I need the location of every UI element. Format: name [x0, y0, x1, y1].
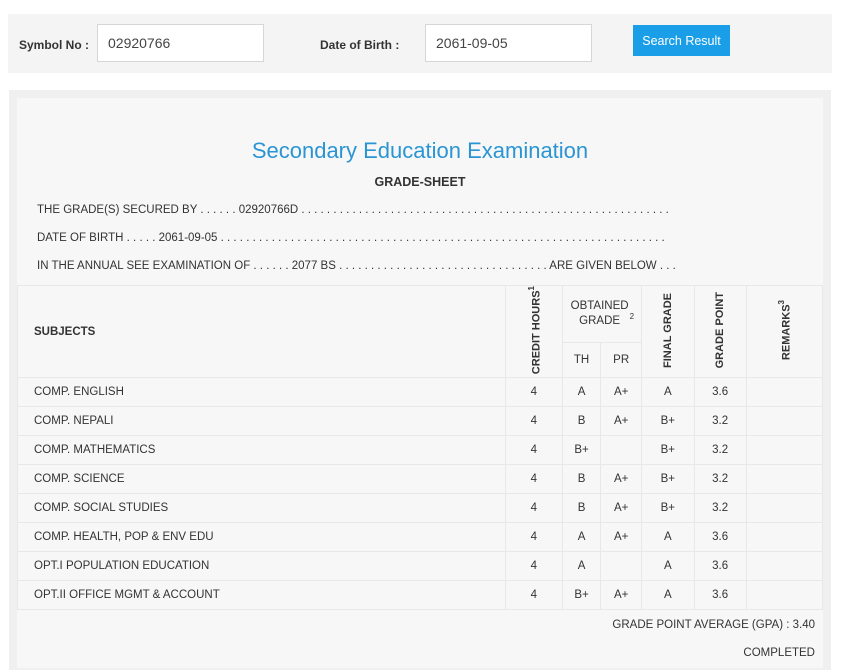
examination-line: IN THE ANNUAL SEE EXAMINATION OF . . . . . . 2077 BS . . . . . . . . . . . . . . . . . . . . . . . . . . . . . . . . . ARE GIVEN BELOW . . . — [37, 260, 676, 272]
final-grade-cell: A — [641, 523, 694, 552]
table-row — [18, 581, 823, 610]
credit-hours-sup: 1 — [526, 286, 536, 291]
credit-hours-text: CREDIT HOURS — [530, 290, 543, 375]
subject-cell: COMP. ENGLISH — [18, 378, 506, 407]
th-grade-cell: A — [562, 552, 601, 581]
obtained-grade-header — [562, 286, 641, 343]
exam-title: Secondary Education Examination — [251, 138, 589, 163]
table-row — [18, 378, 823, 407]
remarks-cell — [746, 465, 822, 494]
grade-point-cell: 3.2 — [694, 407, 746, 436]
grade-sheet-title: GRADE-SHEET — [374, 175, 466, 189]
remarks-cell — [746, 436, 822, 465]
pr-grade-cell: A+ — [601, 581, 642, 610]
subject-cell: COMP. SOCIAL STUDIES — [18, 494, 506, 523]
th-grade-cell: A — [562, 378, 601, 407]
search-result-button[interactable]: Search Result — [633, 25, 730, 56]
credit-hours-cell: 4 — [505, 407, 562, 436]
final-grade-label: FINAL GRADE — [661, 292, 674, 368]
pr-grade-cell: A+ — [601, 465, 642, 494]
th-grade-cell: B+ — [562, 436, 601, 465]
pr-grade-cell — [601, 436, 642, 465]
remarks-label — [776, 300, 793, 360]
final-grade-cell: B+ — [641, 465, 694, 494]
obtained-grade-sup: 2 — [629, 312, 635, 322]
final-grade-cell: B+ — [641, 407, 694, 436]
final-grade-cell: A — [641, 581, 694, 610]
table-row — [18, 552, 823, 581]
final-grade-cell: B+ — [641, 436, 694, 465]
date-of-birth-input[interactable] — [425, 24, 592, 62]
subject-cell: OPT.II OFFICE MGMT & ACCOUNT — [18, 581, 506, 610]
credit-hours-cell: 4 — [505, 523, 562, 552]
remarks-cell — [746, 407, 822, 436]
final-grade-header — [641, 286, 694, 378]
th-grade-cell: B — [562, 407, 601, 436]
credit-hours-cell: 4 — [505, 552, 562, 581]
credit-hours-label — [526, 286, 543, 374]
credit-hours-cell: 4 — [505, 465, 562, 494]
grades-table — [17, 285, 823, 610]
credit-hours-cell: 4 — [505, 494, 562, 523]
remarks-sup: 3 — [776, 300, 786, 305]
remarks-cell — [746, 552, 822, 581]
grade-point-cell: 3.6 — [694, 378, 746, 407]
subject-cell: COMP. NEPALI — [18, 407, 506, 436]
grade-point-cell: 3.2 — [694, 465, 746, 494]
th-grade-cell: B — [562, 494, 601, 523]
table-row — [18, 465, 823, 494]
table-row — [18, 407, 823, 436]
table-row — [18, 436, 823, 465]
grade-point-cell: 3.6 — [694, 552, 746, 581]
credit-hours-cell: 4 — [505, 378, 562, 407]
result-panel — [9, 90, 831, 670]
search-bar — [8, 14, 832, 73]
pr-grade-cell — [601, 552, 642, 581]
th-grade-cell: B+ — [562, 581, 601, 610]
symbol-no-label: Symbol No : — [19, 38, 90, 52]
pr-grade-cell: A+ — [601, 523, 642, 552]
subject-cell: COMP. MATHEMATICS — [18, 436, 506, 465]
grade-sheet — [17, 98, 823, 668]
pr-header: PR — [601, 343, 642, 378]
pr-grade-cell: A+ — [601, 407, 642, 436]
pr-grade-cell: A+ — [601, 378, 642, 407]
grades-secured-line: THE GRADE(S) SECURED BY . . . . . . 02920766D . . . . . . . . . . . . . . . . . . . . . . . . . . . . . . . . . . . . . . . . . . . . . . . . . . . . . . . . . . — [37, 204, 669, 216]
credit-hours-cell: 4 — [505, 581, 562, 610]
grade-point-cell: 3.2 — [694, 494, 746, 523]
grade-point-cell: 3.6 — [694, 523, 746, 552]
final-grade-cell: A — [641, 552, 694, 581]
table-row — [18, 494, 823, 523]
th-header: TH — [562, 343, 601, 378]
grades-table-body — [18, 378, 823, 610]
date-of-birth-label: Date of Birth : — [320, 38, 400, 52]
result-status: COMPLETED — [743, 647, 815, 659]
final-grade-cell: B+ — [641, 494, 694, 523]
grade-point-cell: 3.2 — [694, 436, 746, 465]
remarks-header — [746, 286, 822, 378]
remarks-cell — [746, 378, 822, 407]
remarks-text: REMARKS — [780, 304, 793, 361]
symbol-no-input[interactable] — [97, 24, 264, 62]
obtained-grade-text: OBTAINED GRADE — [570, 300, 629, 328]
subject-cell: COMP. SCIENCE — [18, 465, 506, 494]
grade-point-cell: 3.6 — [694, 581, 746, 610]
credit-hours-header — [505, 286, 562, 378]
grade-point-header — [694, 286, 746, 378]
table-row — [18, 523, 823, 552]
th-grade-cell: B — [562, 465, 601, 494]
remarks-cell — [746, 494, 822, 523]
credit-hours-cell: 4 — [505, 436, 562, 465]
subjects-header — [18, 286, 506, 378]
subject-cell: COMP. HEALTH, POP & ENV EDU — [18, 523, 506, 552]
gpa-summary: GRADE POINT AVERAGE (GPA) : 3.40 — [612, 619, 815, 631]
final-grade-cell: A — [641, 378, 694, 407]
subject-cell: OPT.I POPULATION EDUCATION — [18, 552, 506, 581]
th-grade-cell: A — [562, 523, 601, 552]
grade-point-label: GRADE POINT — [714, 291, 727, 369]
remarks-cell — [746, 581, 822, 610]
remarks-cell — [746, 523, 822, 552]
pr-grade-cell: A+ — [601, 494, 642, 523]
date-of-birth-line: DATE OF BIRTH . . . . . 2061-09-05 . . . . . . . . . . . . . . . . . . . . . . . . . . . . . . . . . . . . . . . . . . . . . . . . . . . . . . . . . . . . . . . . . . . . . . — [37, 232, 665, 244]
subjects-header-label: SUBJECTS — [34, 325, 96, 338]
